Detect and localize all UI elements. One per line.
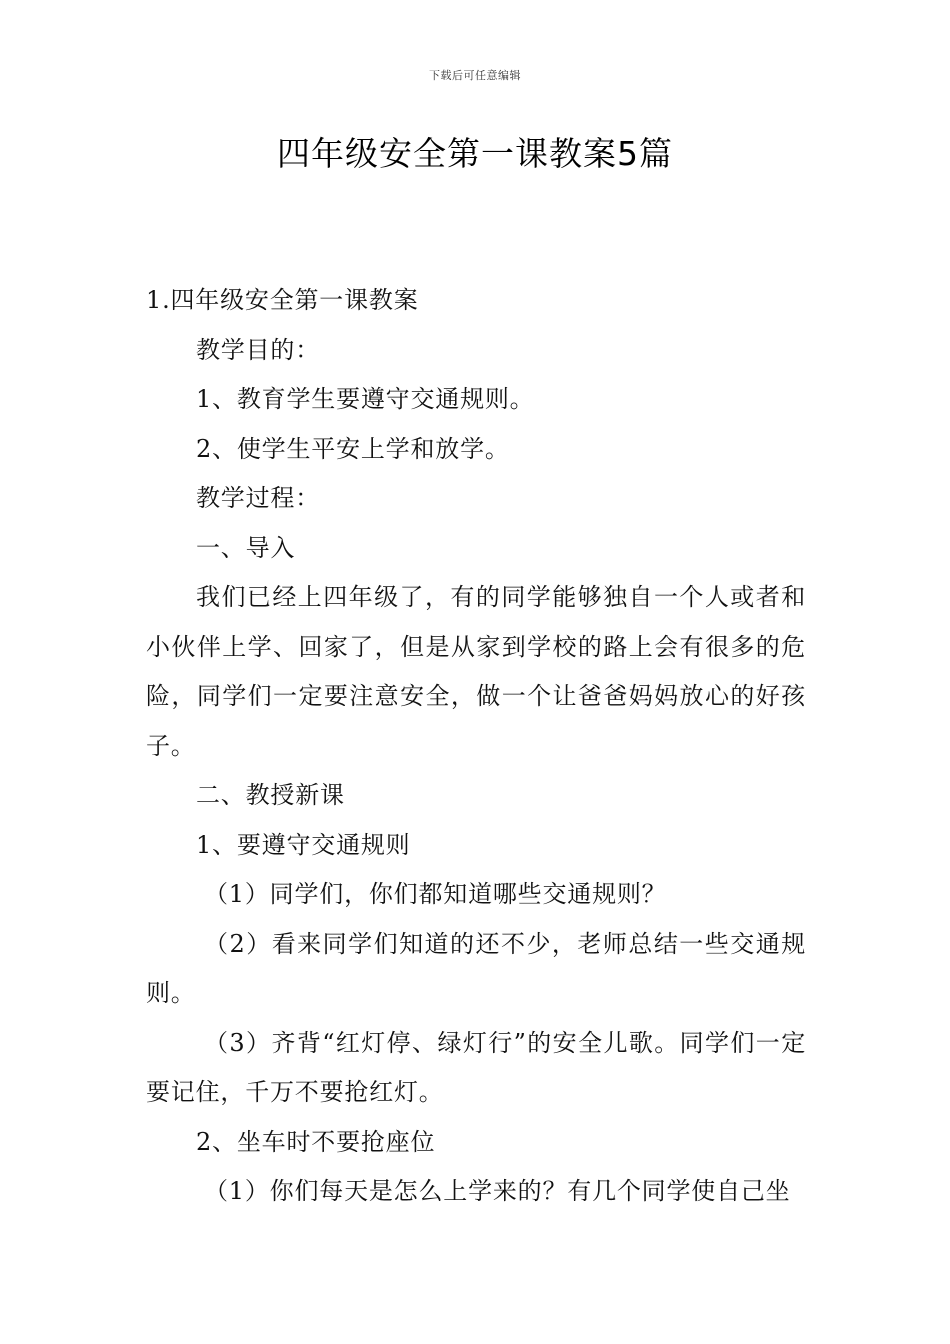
document-body [146,276,806,1217]
paragraph: 教学目的： [196,335,320,364]
document-title: 四年级安全第一课教案5篇 [277,134,673,173]
paragraph: 1、要遵守交通规则 [196,830,411,859]
paragraph: （1）你们每天是怎么上学来的？有几个同学使自己坐 [204,1177,791,1205]
paragraph: （1）同学们，你们都知道哪些交通规则？ [204,880,667,908]
paragraph: （3）齐背“红灯停、绿灯行”的安全儿歌。同学们一定要记住，千万不要抢红灯。 [146,1028,806,1106]
paragraph: 2、使学生平安上学和放学。 [196,434,510,463]
paragraph: （2）看来同学们知道的还不少，老师总结一些交通规则。 [146,929,806,1007]
paragraph: 1、教育学生要遵守交通规则。 [196,385,535,413]
paragraph: 一、导入 [196,533,296,562]
header-note: 下载后可任意编辑 [429,69,521,82]
section-heading: 1.四年级安全第一课教案 [146,286,419,314]
paragraph: 2、坐车时不要抢座位 [196,1127,436,1156]
paragraph: 我们已经上四年级了，有的同学能够独自一个人或者和小伙伴上学、回家了，但是从家到学校的路上会有很多的危险，同学们一定要注意安全，做一个让爸爸妈妈放心的好孩子。 [146,583,806,760]
paragraph: 二、教授新课 [196,781,345,809]
paragraph: 教学过程： [196,484,320,512]
